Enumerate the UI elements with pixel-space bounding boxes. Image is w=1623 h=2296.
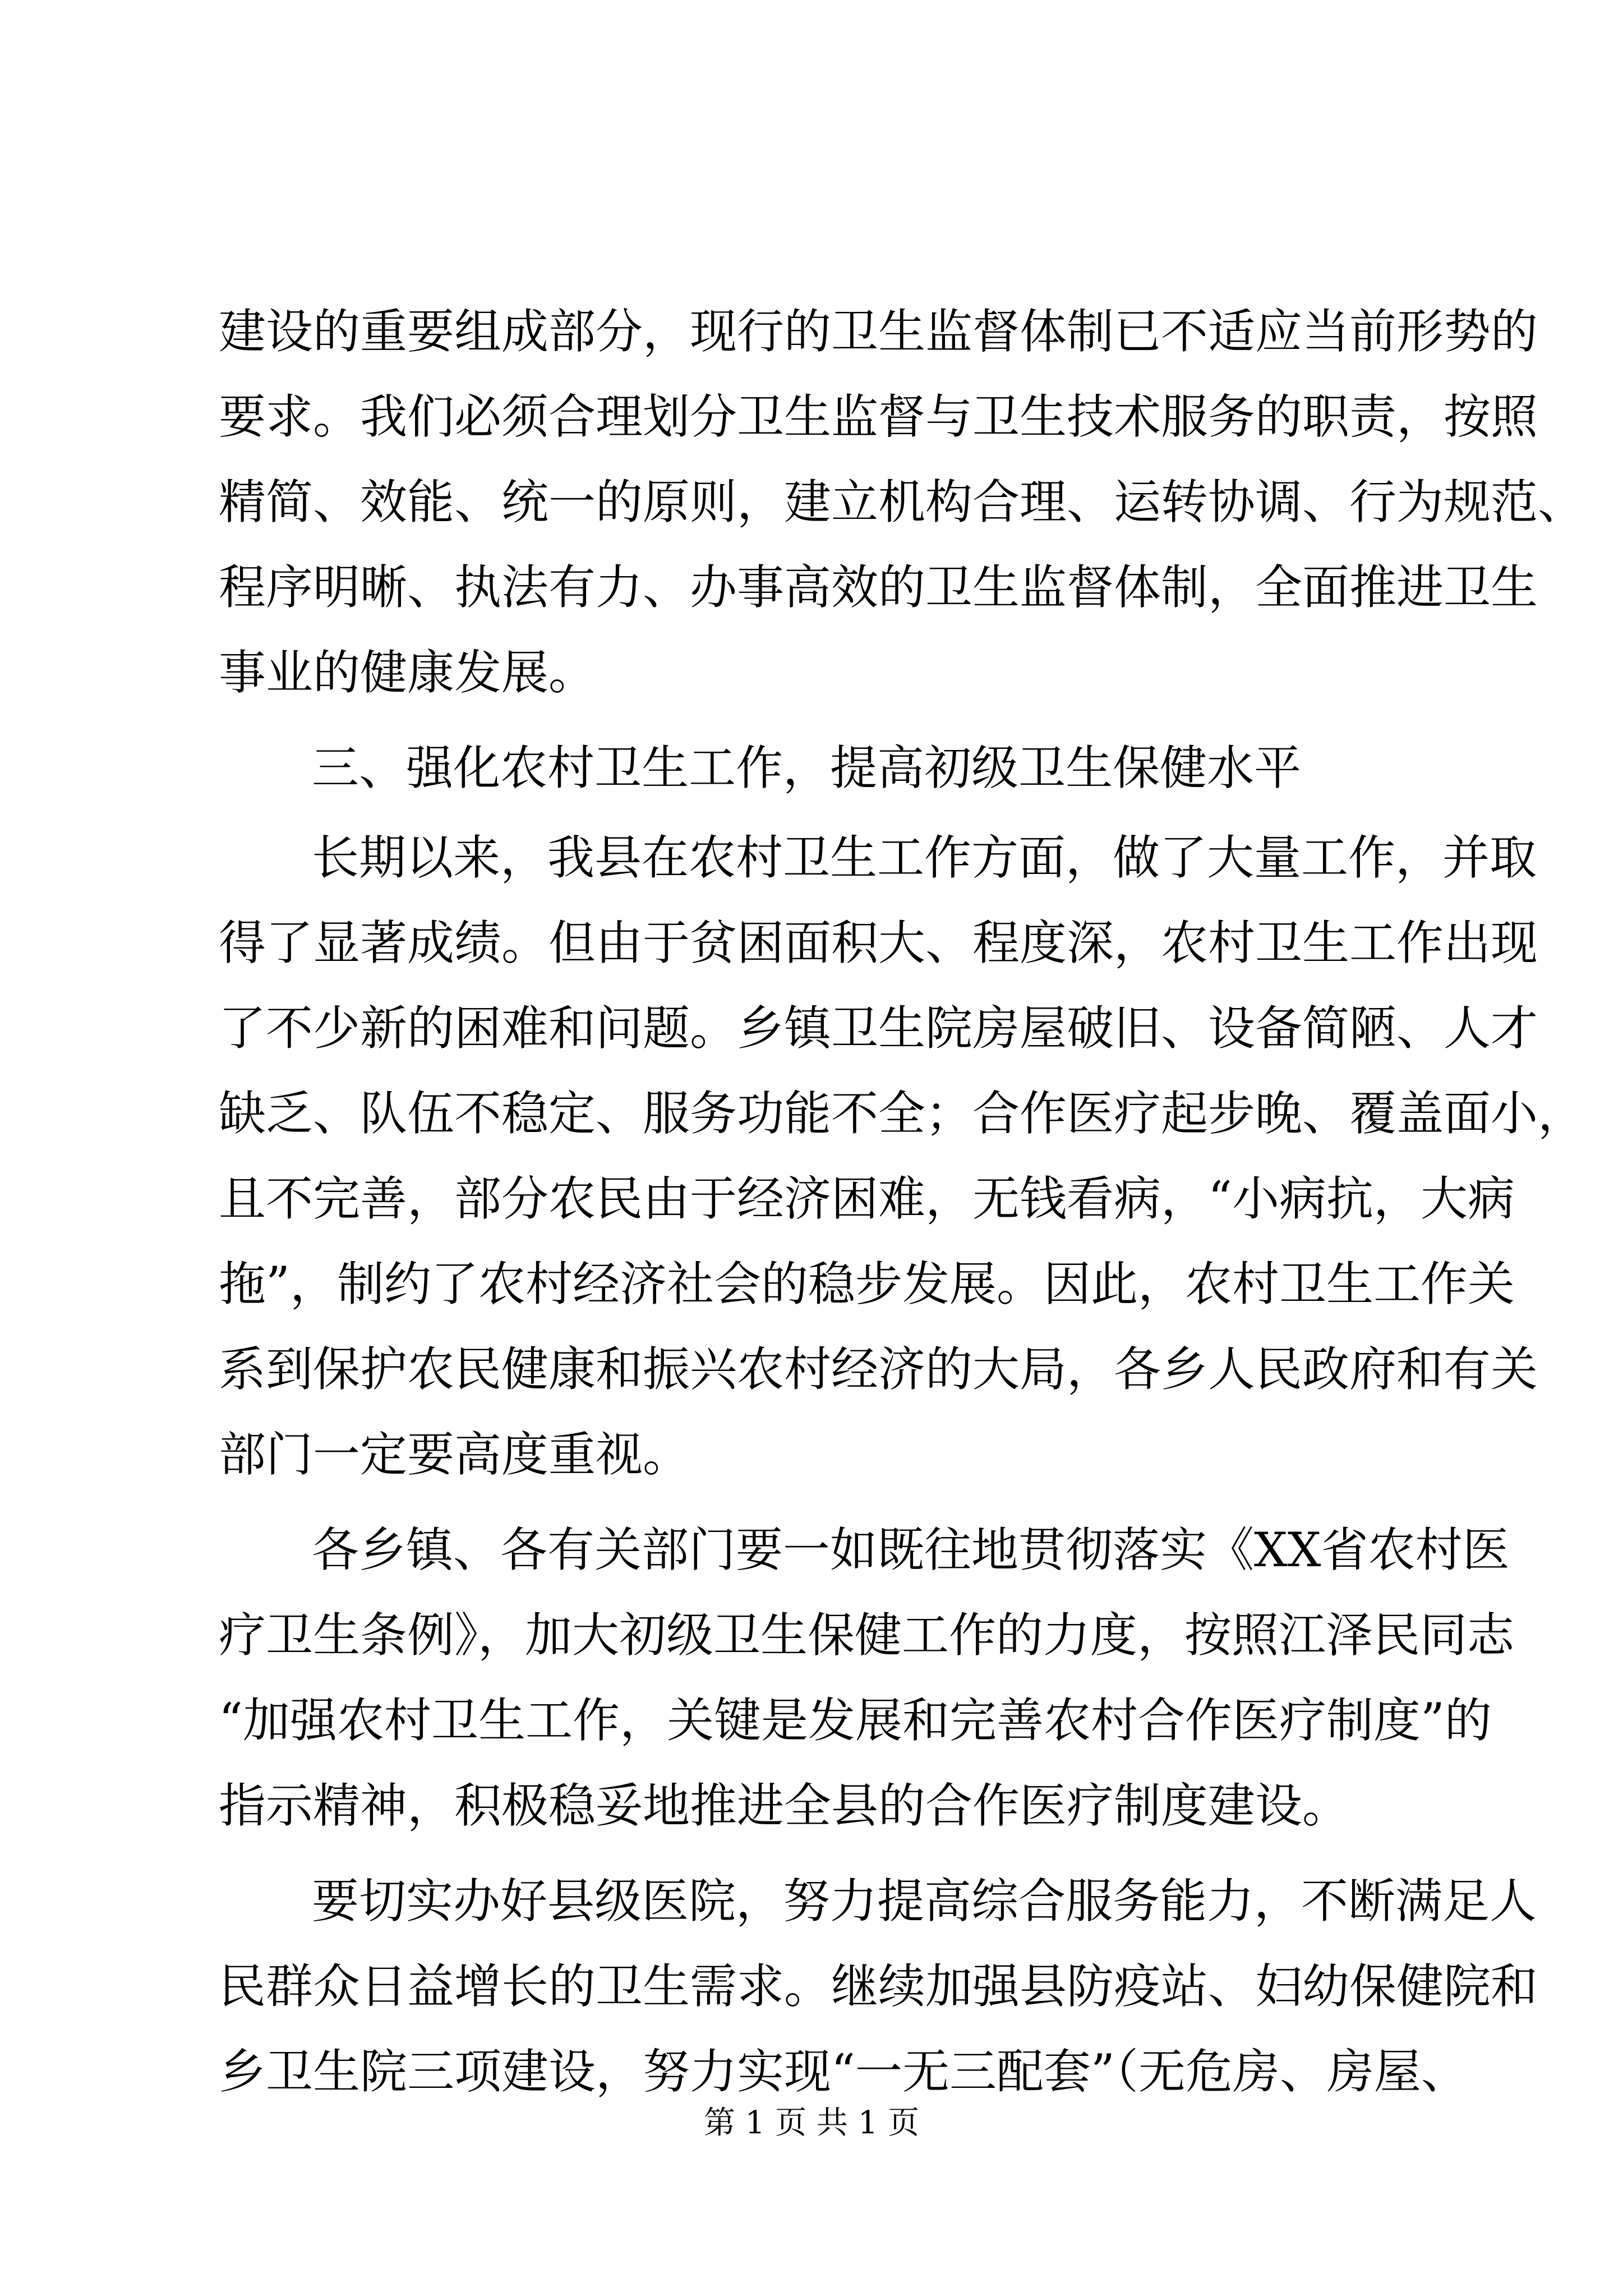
text-line: 拖”，制约了农村经济社会的稳步发展。因此，农村卫生工作关	[219, 1257, 1515, 1312]
text-line: 精简、效能、统一的原则，建立机构合理、运转协调、行为规范、	[219, 475, 1585, 530]
page-footer: 第 1 页 共 1 页	[703, 2105, 920, 2141]
text-line: 要切实办好县级医院，努力提高综合服务能力，不断满足人	[312, 1874, 1537, 1929]
text-line: 长期以来，我县在农村卫生工作方面，做了大量工作，并取	[312, 830, 1537, 885]
text-line: 事业的健康发展。	[219, 645, 596, 700]
text-line: “加强农村卫生工作，关键是发展和完善农村合作医疗制度”的	[219, 1693, 1492, 1748]
text-line: 得了显著成绩。但由于贫困面积大、程度深，农村卫生工作出现	[219, 915, 1538, 970]
text-line: 指示精神，积极稳妥地推进全县的合作医疗制度建设。	[219, 1778, 1350, 1833]
text-line: 缺乏、队伍不稳定、服务功能不全；合作医疗起步晚、覆盖面小，	[219, 1086, 1585, 1141]
text-line: 建设的重要组成部分，现行的卫生监督体制已不适应当前形势的	[219, 304, 1538, 359]
text-line: 疗卫生条例》，加大初级卫生保健工作的力度，按照江泽民同志	[219, 1608, 1515, 1663]
text-line: 各乡镇、各有关部门要一如既往地贯彻落实《XX省农村医	[312, 1522, 1510, 1577]
text-line: 了不少新的困难和问题。乡镇卫生院房屋破旧、设备简陋、人才	[219, 1001, 1538, 1056]
text-line: 系到保护农民健康和振兴农村经济的大局，各乡人民政府和有关	[219, 1342, 1538, 1397]
document-body	[219, 289, 1585, 2114]
text-line: 乡卫生院三项建设，努力实现“一无三配套”（无危房、房屋、	[219, 2044, 1468, 2099]
text-line: 且不完善，部分农民由于经济困难，无钱看病，“小病抗，大病	[219, 1171, 1515, 1226]
text-line: 部门一定要高度重视。	[219, 1427, 690, 1482]
text-line: 要求。我们必须合理划分卫生监督与卫生技术服务的职责，按照	[219, 389, 1538, 444]
text-line: 民群众日益增长的卫生需求。继续加强县防疫站、妇幼保健院和	[219, 1959, 1538, 2014]
text-line: 程序明晰、执法有力、办事高效的卫生监督体制，全面推进卫生	[219, 560, 1538, 615]
section-heading: 三、强化农村卫生工作，提高初级卫生保健水平	[312, 740, 1302, 795]
